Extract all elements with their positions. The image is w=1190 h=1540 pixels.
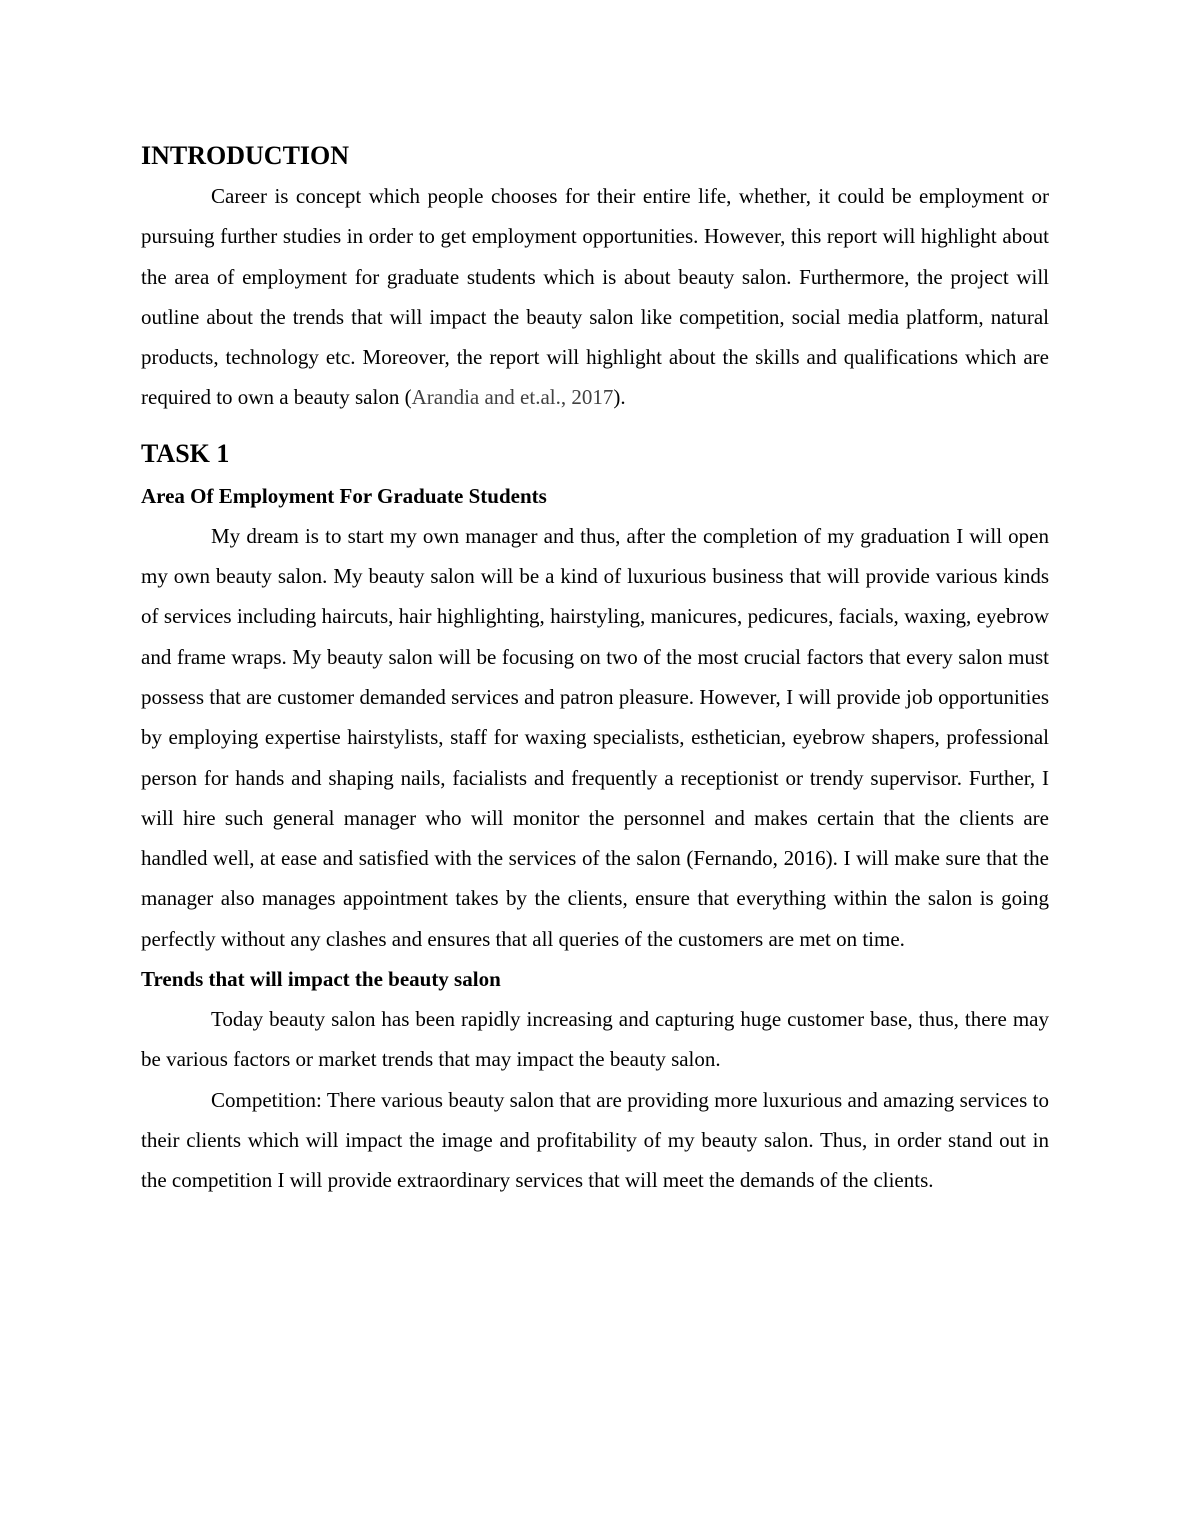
area-of-employment-heading: Area Of Employment For Graduate Students [141, 483, 547, 508]
trends-heading: Trends that will impact the beauty salon [141, 967, 501, 992]
introduction-text: Career is concept which people chooses for their entire life, whether, it could be employment or pursuing further studies in order to get employment opportunities. However, this report will highlight about the area of employment for graduate students which is about beauty salon. Furthermore, the project will outline about the trends that will impact the beauty salon like competition, social media platform, natural products, technology etc. Moreover, the report will highlight about the skills and qualifications which are required to own a beauty salon ( [141, 184, 1049, 410]
introduction-citation: Arandia and et.al., 2017 [411, 385, 614, 410]
trends-paragraph: Today beauty salon has been rapidly increasing and capturing huge customer base, thus, there may be various factors or market trends that may impact the beauty salon. [141, 1007, 1049, 1072]
introduction-paragraph-end: ). [613, 385, 626, 410]
task1-heading: TASK 1 [141, 438, 230, 468]
introduction-heading: INTRODUCTION [141, 141, 350, 170]
introduction-paragraph [141, 176, 1049, 418]
area-of-employment-paragraph: My dream is to start my own manager and thus, after the completion of my graduation I will open my own beauty salon. My beauty salon will be a kind of luxurious business that will provide various kinds of services including haircuts, hair highlighting, hairstyling, manicures, pedicures, facials, waxing, eyebrow and frame wraps. My beauty salon will be focusing on two of the most crucial factors that every salon must possess that are customer demanded services and patron pleasure. However, I will provide job opportunities by employing expertise hairstylists, staff for waxing specialists, esthetician, eyebrow shapers, professional person for hands and shaping nails, facialists and frequently a receptionist or trendy supervisor. Further, I will hire such general manager who will monitor the personnel and makes certain that the clients are handled well, at ease and satisfied with the services of the salon (Fernando, 2016). I will make sure that the manager also manages appointment takes by the clients, ensure that everything within the salon is going perfectly without any clashes and ensures that all queries of the customers are met on time. [141, 523, 1049, 951]
document-page [141, 138, 1049, 1201]
competition-paragraph: Competition: There various beauty salon that are providing more luxurious and amazing services to their clients which will impact the image and profitability of my beauty salon. Thus, in order stand out in the competition I will provide extraordinary services that will meet the demands of the clients. [141, 1087, 1049, 1193]
